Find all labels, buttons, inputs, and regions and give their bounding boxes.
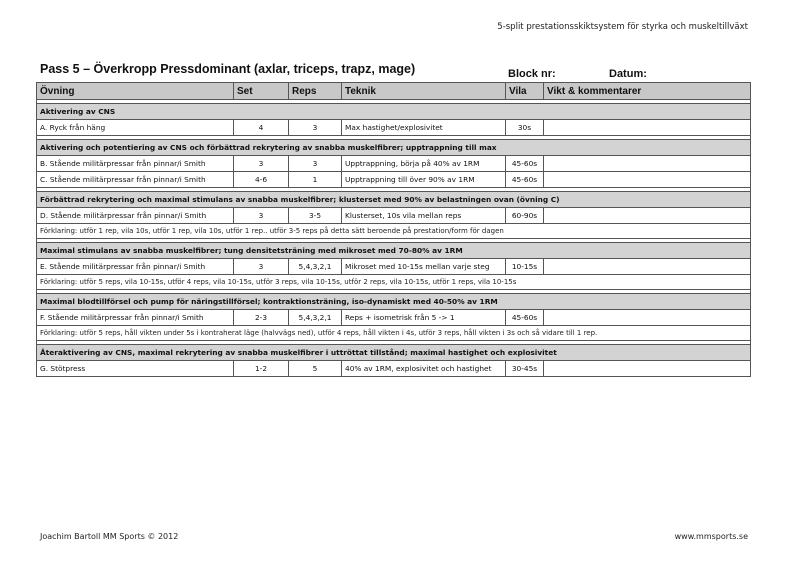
comment-cell[interactable] <box>544 172 751 188</box>
section-row <box>37 243 751 259</box>
explanation-text: Förklaring: utför 5 reps, håll vikten under 5s i kontraherat läge (halvvägs ned), utför 4 reps, håll vikten i 4s, utför 3 reps, håll vikten i 3s och så vidare till 1 rep. <box>37 326 751 341</box>
exercise-cell: A. Ryck från häng <box>37 120 234 136</box>
explanation-text: Förklaring: utför 5 reps, vila 10-15s, utför 4 reps, vila 10-15s, utför 3 reps, vila 10-15s, utför 2 reps, vila 10-15s, utför 1 reps, vila 10-15s <box>37 275 751 290</box>
rest-cell: 60-90s <box>506 208 544 224</box>
footer-website: www.mmsports.se <box>674 532 748 541</box>
rest-cell: 45-60s <box>506 310 544 326</box>
footer-copyright: Joachim Bartoll MM Sports © 2012 <box>40 532 179 541</box>
table-row <box>37 310 751 326</box>
table-row <box>37 156 751 172</box>
set-cell: 3 <box>234 259 289 275</box>
section-title: Maximal blodtillförsel och pump för näringstillförsel; kontraktionsträning, iso-dynamiskt med 40-50% av 1RM <box>37 294 751 310</box>
technique-cell: Klusterset, 10s vila mellan reps <box>342 208 506 224</box>
section-title: Aktivering och potentiering av CNS och förbättrad rekrytering av snabba muskelfibrer; upptrappning till max <box>37 140 751 156</box>
technique-cell: Max hastighet/explosivitet <box>342 120 506 136</box>
table-header-row <box>37 83 751 100</box>
exercise-cell: C. Stående militärpressar från pinnar/i Smith <box>37 172 234 188</box>
section-title: Aktivering av CNS <box>37 104 751 120</box>
date-label: Datum: <box>609 68 647 80</box>
section-row <box>37 294 751 310</box>
comment-cell[interactable] <box>544 208 751 224</box>
section-title: Förbättrad rekrytering och maximal stimulans av snabba muskelfibrer; klusterset med 90% av belastningen ovan (övning C) <box>37 192 751 208</box>
comment-cell[interactable] <box>544 259 751 275</box>
header-system-title: 5-split prestationsskiktsystem för styrka och muskeltillväxt <box>497 22 748 32</box>
table-row <box>37 208 751 224</box>
table-row <box>37 120 751 136</box>
explanation-text: Förklaring: utför 1 rep, vila 10s, utför 1 rep, vila 10s, utför 1 rep.. utför 3-5 reps på detta sätt beroende på prestation/form för dagen <box>37 224 751 239</box>
comment-cell[interactable] <box>544 361 751 377</box>
reps-cell: 5,4,3,2,1 <box>289 259 342 275</box>
rest-cell: 45-60s <box>506 172 544 188</box>
reps-cell: 5 <box>289 361 342 377</box>
reps-cell: 3 <box>289 120 342 136</box>
page-title: Pass 5 – Överkropp Pressdominant (axlar, triceps, trapz, mage) <box>40 62 416 76</box>
column-header-technique: Teknik <box>342 83 506 100</box>
table-row <box>37 361 751 377</box>
rest-cell: 10-15s <box>506 259 544 275</box>
technique-cell: Reps + isometrisk från 5 -> 1 <box>342 310 506 326</box>
set-cell: 1-2 <box>234 361 289 377</box>
column-header-rest: Vila <box>506 83 544 100</box>
section-row <box>37 140 751 156</box>
section-row <box>37 192 751 208</box>
section-row <box>37 104 751 120</box>
reps-cell: 3-5 <box>289 208 342 224</box>
technique-cell: Mikroset med 10-15s mellan varje steg <box>342 259 506 275</box>
technique-cell: Upptrappning, börja på 40% av 1RM <box>342 156 506 172</box>
explanation-row <box>37 326 751 341</box>
comment-cell[interactable] <box>544 156 751 172</box>
set-cell: 3 <box>234 208 289 224</box>
table-row <box>37 172 751 188</box>
rest-cell: 45-60s <box>506 156 544 172</box>
exercise-cell: D. Stående militärpressar från pinnar/i Smith <box>37 208 234 224</box>
comment-cell[interactable] <box>544 120 751 136</box>
exercise-cell: G. Stötpress <box>37 361 234 377</box>
reps-cell: 5,4,3,2,1 <box>289 310 342 326</box>
reps-cell: 3 <box>289 156 342 172</box>
set-cell: 3 <box>234 156 289 172</box>
comment-cell[interactable] <box>544 310 751 326</box>
column-header-exercise: Övning <box>37 83 234 100</box>
section-title: Återaktivering av CNS, maximal rekrytering av snabba muskelfibrer i uttröttat tillstånd; maximal hastighet och explosivitet <box>37 345 751 361</box>
section-title: Maximal stimulans av snabba muskelfibrer; tung densitetsträning med mikroset med 70-80% av 1RM <box>37 243 751 259</box>
workout-table <box>36 82 751 377</box>
explanation-row <box>37 275 751 290</box>
exercise-cell: E. Stående militärpressar från pinnar/i Smith <box>37 259 234 275</box>
column-header-set: Set <box>234 83 289 100</box>
technique-cell: 40% av 1RM, explosivitet och hastighet <box>342 361 506 377</box>
technique-cell: Upptrappning till över 90% av 1RM <box>342 172 506 188</box>
set-cell: 4-6 <box>234 172 289 188</box>
exercise-cell: B. Stående militärpressar från pinnar/i Smith <box>37 156 234 172</box>
set-cell: 2-3 <box>234 310 289 326</box>
table-row <box>37 259 751 275</box>
column-header-reps: Reps <box>289 83 342 100</box>
exercise-cell: F. Stående militärpressar från pinnar/i Smith <box>37 310 234 326</box>
rest-cell: 30-45s <box>506 361 544 377</box>
column-header-comments: Vikt & kommentarer <box>544 83 751 100</box>
explanation-row <box>37 224 751 239</box>
rest-cell: 30s <box>506 120 544 136</box>
section-row <box>37 345 751 361</box>
reps-cell: 1 <box>289 172 342 188</box>
block-number-label: Block nr: <box>508 68 556 80</box>
set-cell: 4 <box>234 120 289 136</box>
